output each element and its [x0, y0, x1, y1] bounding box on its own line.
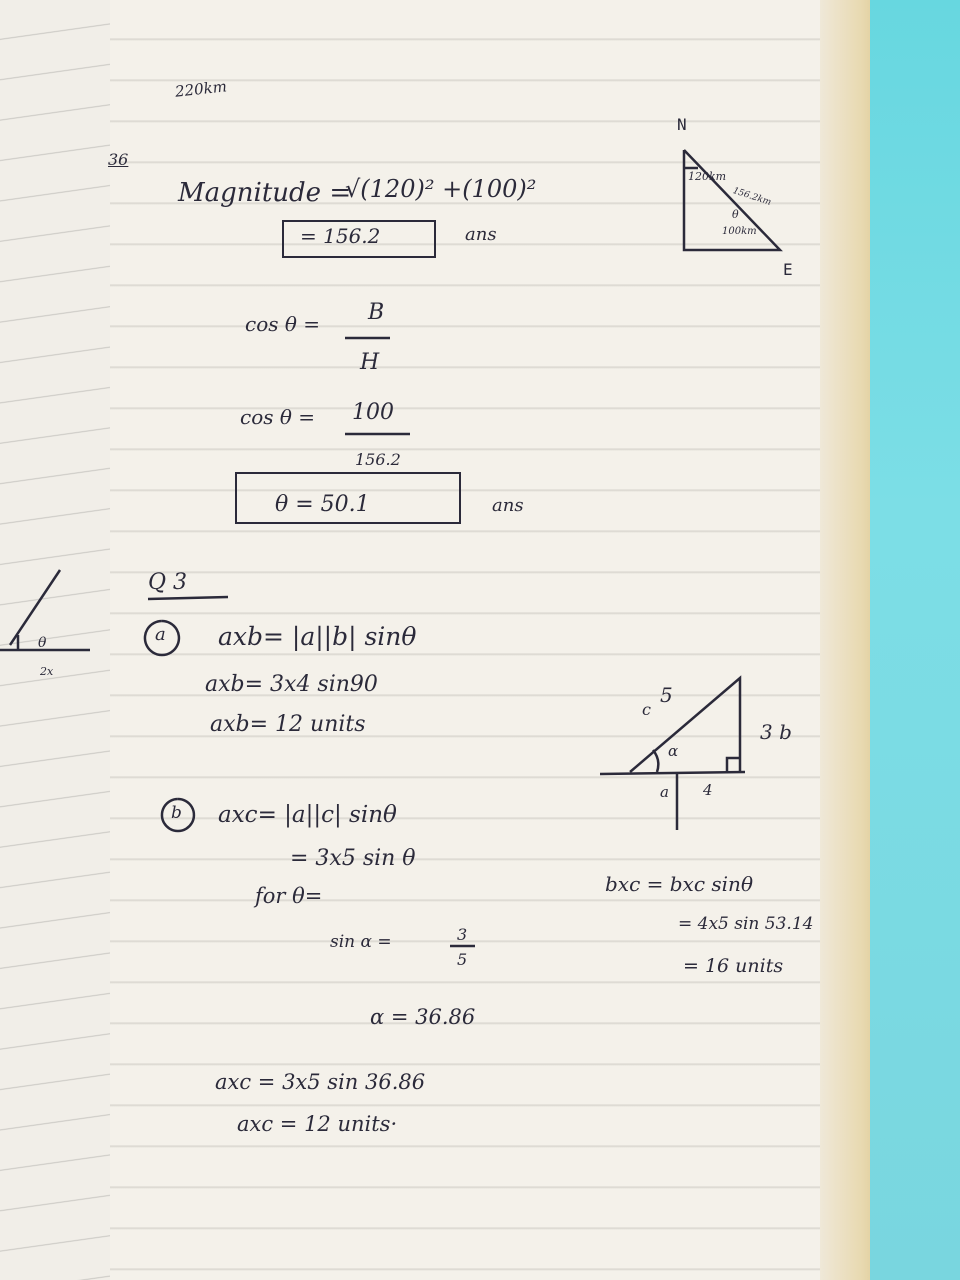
- magnitude-answer-tag: ans: [465, 224, 497, 245]
- cos-line2-num: 100: [352, 400, 394, 425]
- magnitude-label: Magnitude =: [178, 178, 352, 208]
- q3-title-underline: [148, 595, 238, 601]
- part-b-line4-den: 5: [457, 950, 468, 969]
- compass-theta: θ: [732, 208, 739, 221]
- cos-line2-fraction-bar: [345, 432, 415, 436]
- compass-east: E: [783, 260, 793, 279]
- compass-triangle: [670, 140, 800, 270]
- cos-line1-num: B: [368, 300, 385, 325]
- part-a-line3: axb= 12 units: [210, 712, 366, 737]
- cos-line1-den: H: [360, 350, 380, 375]
- part-b-marker: b: [171, 803, 182, 823]
- part-b-line3: for θ=: [255, 884, 323, 908]
- margin-axis-label: 2x: [40, 665, 54, 678]
- bxc-line2: = 4x5 sin 53.14: [678, 914, 814, 934]
- triangle-c-label: c: [642, 700, 651, 719]
- part-b-line4-left: sin α =: [330, 932, 392, 952]
- part-b-line5: α = 36.86: [370, 1005, 476, 1029]
- compass-hyp: 156.2km: [731, 186, 773, 208]
- compass-side-top: 120km: [688, 170, 727, 183]
- margin-angle-sketch: [0, 565, 110, 685]
- part-b-line4-num: 3: [457, 925, 468, 944]
- part-b-line2: = 3x5 sin θ: [290, 846, 416, 871]
- right-triangle-figure: [595, 670, 775, 830]
- part-a-line1: axb= |a||b| sinθ: [218, 622, 417, 651]
- part-a-line2: axb= 3x4 sin90: [205, 672, 378, 697]
- part-b-line6: axc = 3x5 sin 36.86: [215, 1070, 426, 1094]
- distance-note: 220km: [174, 77, 228, 101]
- magnitude-expression: √(120)² +(100)²: [345, 175, 537, 203]
- triangle-alpha-label: α: [668, 742, 679, 760]
- compass-side-bottom: 100km: [722, 226, 757, 237]
- cos-line1-left: cos θ =: [245, 312, 321, 336]
- magnitude-result: = 156.2: [300, 224, 381, 248]
- bxc-line1: bxc = bxc sinθ: [605, 872, 753, 896]
- compass-north: N: [677, 115, 687, 134]
- triangle-side-b-label: 3 b: [760, 720, 792, 744]
- margin-angle-label: θ: [38, 635, 47, 651]
- table-backdrop: [870, 0, 960, 1280]
- part-b-fraction-bar: [450, 944, 480, 948]
- cos-line1-fraction-bar: [345, 336, 395, 340]
- cos-line2-left: cos θ =: [240, 405, 316, 429]
- part-b-line7: axc = 12 units·: [237, 1112, 398, 1136]
- triangle-hyp-label: 5: [660, 683, 673, 707]
- theta-answer-tag: ans: [492, 495, 524, 516]
- theta-result: θ = 50.1: [275, 492, 370, 517]
- cos-line2-den: 156.2: [355, 450, 401, 469]
- bxc-line3: = 16 units: [683, 955, 784, 977]
- problem-label: 36: [108, 150, 129, 169]
- q3-title: Q 3: [148, 570, 188, 595]
- triangle-base-label: 4: [703, 781, 713, 799]
- part-b-line1: axc= |a||c| sinθ: [218, 802, 397, 828]
- part-a-marker: a: [155, 624, 166, 645]
- triangle-a-label: a: [660, 783, 669, 801]
